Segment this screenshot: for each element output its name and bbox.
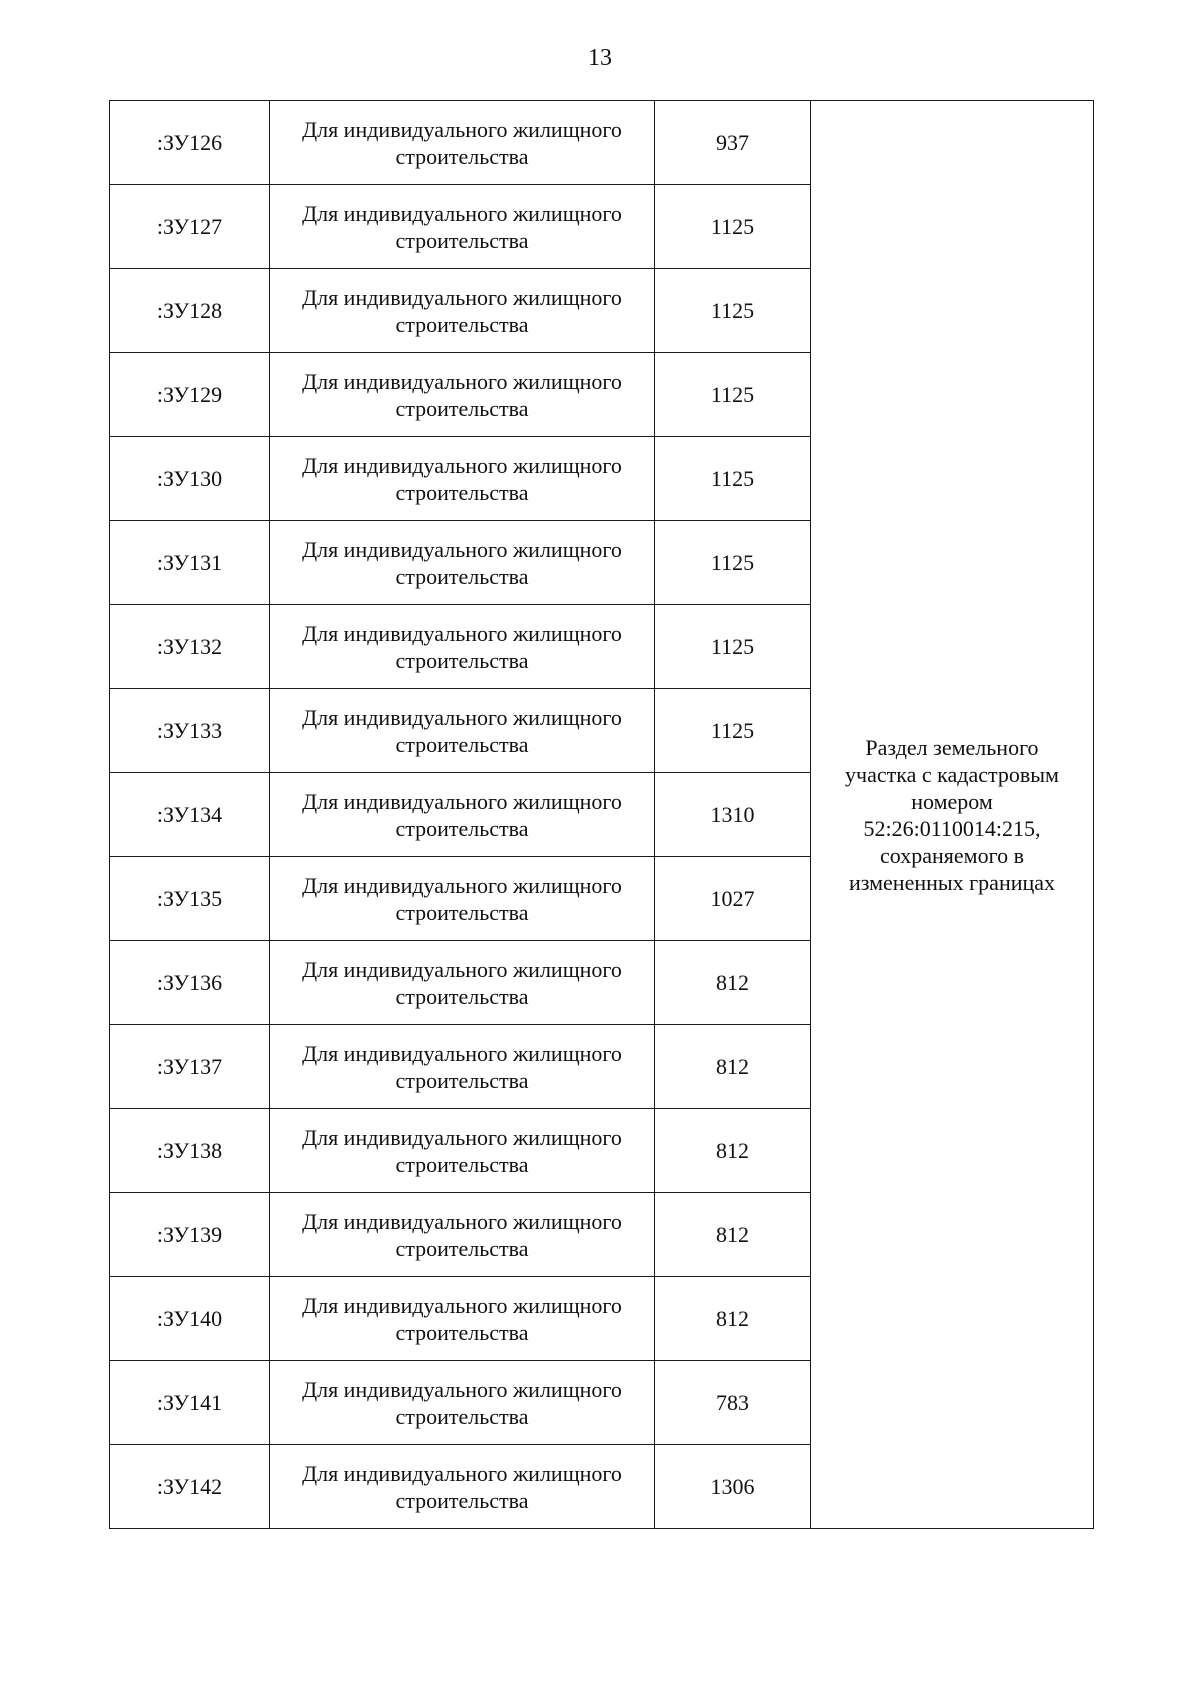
permitted-use-line: Для индивидуального жилищного [302,956,622,982]
permitted-use-line: Для индивидуального жилищного [302,368,622,394]
formation-method-cell [811,101,1094,1529]
permitted-use-line: Для индивидуального жилищного [302,1460,622,1486]
area-cell: 1306 [655,1445,811,1529]
permitted-use-cell [270,521,655,605]
area-cell: 783 [655,1361,811,1445]
area-cell: 1125 [655,353,811,437]
area-cell: 937 [655,101,811,185]
permitted-use-line: Для индивидуального жилищного [302,872,622,898]
table-body [110,101,1094,1529]
parcel-id-cell: :ЗУ136 [110,941,270,1025]
parcels-table [109,100,1094,1529]
permitted-use-line: Для индивидуального жилищного [302,536,622,562]
permitted-use-cell [270,269,655,353]
permitted-use-line: строительства [395,311,529,337]
permitted-use-cell [270,1361,655,1445]
permitted-use-line: строительства [395,1487,529,1513]
area-cell: 1125 [655,269,811,353]
parcel-id-cell: :ЗУ130 [110,437,270,521]
area-cell: 1310 [655,773,811,857]
permitted-use-line: Для индивидуального жилищного [302,1376,622,1402]
permitted-use-line: Для индивидуального жилищного [302,1040,622,1066]
permitted-use-line: строительства [395,815,529,841]
parcel-id-cell: :ЗУ126 [110,101,270,185]
permitted-use-line: строительства [395,143,529,169]
permitted-use-cell [270,773,655,857]
permitted-use-cell [270,437,655,521]
parcel-id-cell: :ЗУ141 [110,1361,270,1445]
area-cell: 812 [655,1193,811,1277]
permitted-use-line: строительства [395,1235,529,1261]
permitted-use-cell [270,185,655,269]
parcel-id-cell: :ЗУ135 [110,857,270,941]
permitted-use-line: Для индивидуального жилищного [302,1124,622,1150]
area-cell: 812 [655,941,811,1025]
permitted-use-cell [270,101,655,185]
formation-method-line: 52:26:0110014:215, [863,815,1041,841]
page-number: 13 [588,45,612,71]
permitted-use-cell [270,353,655,437]
permitted-use-line: строительства [395,983,529,1009]
parcel-id-cell: :ЗУ134 [110,773,270,857]
permitted-use-line: Для индивидуального жилищного [302,704,622,730]
permitted-use-cell [270,857,655,941]
permitted-use-line: строительства [395,1403,529,1429]
area-cell: 1125 [655,521,811,605]
permitted-use-line: Для индивидуального жилищного [302,1208,622,1234]
parcel-id-cell: :ЗУ139 [110,1193,270,1277]
area-cell: 812 [655,1277,811,1361]
parcel-id-cell: :ЗУ137 [110,1025,270,1109]
permitted-use-line: Для индивидуального жилищного [302,284,622,310]
parcel-id-cell: :ЗУ132 [110,605,270,689]
permitted-use-line: Для индивидуального жилищного [302,200,622,226]
permitted-use-line: строительства [395,1067,529,1093]
permitted-use-line: строительства [395,647,529,673]
permitted-use-cell [270,1025,655,1109]
area-cell: 1125 [655,185,811,269]
permitted-use-cell [270,689,655,773]
permitted-use-cell [270,1193,655,1277]
permitted-use-line: Для индивидуального жилищного [302,788,622,814]
formation-method-line: сохраняемого в [880,842,1024,868]
permitted-use-cell [270,1445,655,1529]
permitted-use-line: строительства [395,227,529,253]
formation-method-line: Раздел земельного [865,734,1039,760]
permitted-use-line: Для индивидуального жилищного [302,452,622,478]
permitted-use-line: Для индивидуального жилищного [302,116,622,142]
parcel-id-cell: :ЗУ142 [110,1445,270,1529]
parcel-id-cell: :ЗУ129 [110,353,270,437]
parcel-id-cell: :ЗУ138 [110,1109,270,1193]
permitted-use-line: Для индивидуального жилищного [302,620,622,646]
area-cell: 1125 [655,605,811,689]
area-cell: 1125 [655,689,811,773]
parcel-id-cell: :ЗУ133 [110,689,270,773]
permitted-use-line: строительства [395,395,529,421]
area-cell: 1027 [655,857,811,941]
parcel-id-cell: :ЗУ128 [110,269,270,353]
permitted-use-cell [270,605,655,689]
area-cell: 812 [655,1109,811,1193]
permitted-use-line: строительства [395,479,529,505]
formation-method-line: участка с кадастровым [845,761,1059,787]
permitted-use-line: строительства [395,731,529,757]
parcel-id-cell: :ЗУ131 [110,521,270,605]
parcel-id-cell: :ЗУ127 [110,185,270,269]
parcel-id-cell: :ЗУ140 [110,1277,270,1361]
permitted-use-cell [270,941,655,1025]
table-row [110,101,1094,185]
permitted-use-cell [270,1277,655,1361]
permitted-use-line: строительства [395,1151,529,1177]
permitted-use-line: строительства [395,563,529,589]
area-cell: 812 [655,1025,811,1109]
permitted-use-cell [270,1109,655,1193]
permitted-use-line: строительства [395,899,529,925]
permitted-use-line: строительства [395,1319,529,1345]
permitted-use-line: Для индивидуального жилищного [302,1292,622,1318]
formation-method-line: измененных границах [848,869,1056,895]
area-cell: 1125 [655,437,811,521]
formation-method-line: номером [911,788,993,814]
